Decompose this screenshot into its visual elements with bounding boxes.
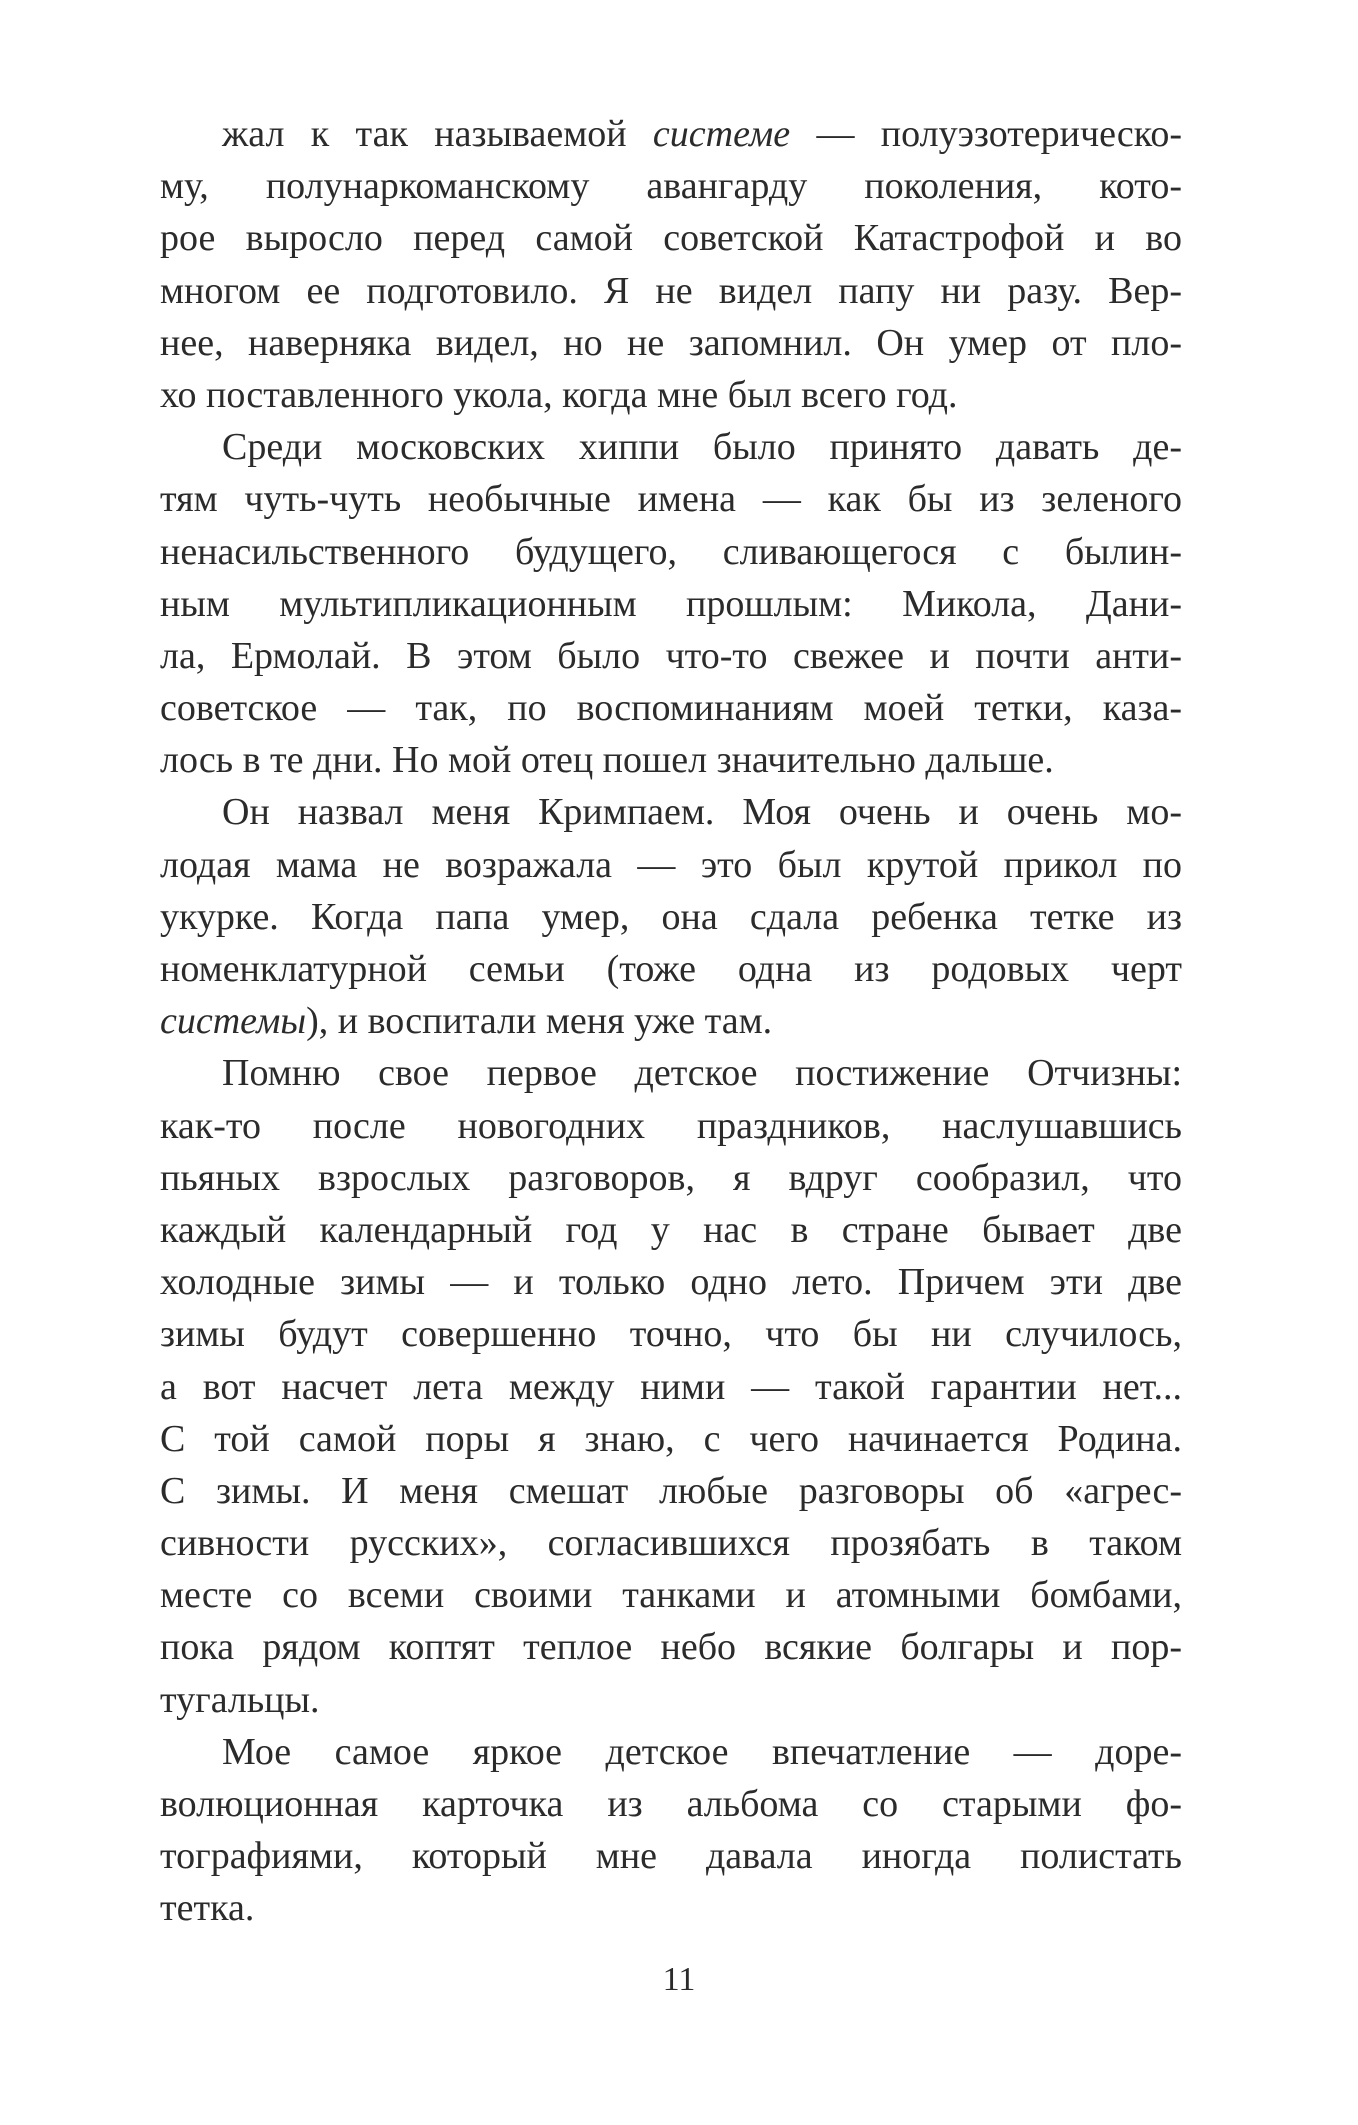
text-line bbox=[160, 943, 1182, 995]
text-run: ным мультипликационным прошлым: Микола, Дани- bbox=[160, 582, 1182, 625]
paragraph bbox=[160, 786, 1182, 1047]
text-line bbox=[160, 1517, 1182, 1569]
text-run: а вот насчет лета между ними — такой гарантии нет... bbox=[160, 1365, 1182, 1408]
text-line bbox=[160, 1152, 1182, 1204]
text-run: нее, наверняка видел, но не запомнил. Он умер от пло- bbox=[160, 321, 1182, 364]
text-line bbox=[160, 1778, 1182, 1830]
text-line bbox=[160, 1465, 1182, 1517]
text-line bbox=[160, 1882, 1182, 1934]
text-line bbox=[160, 473, 1182, 525]
text-line bbox=[160, 1361, 1182, 1413]
text-run: ла, Ермолай. В этом было что-то свежее и почти анти- bbox=[160, 634, 1182, 677]
paragraph bbox=[160, 1047, 1182, 1725]
text-run: каждый календарный год у нас в стране бывает две bbox=[160, 1208, 1182, 1251]
text-run: волюционная карточка из альбома со старыми фо- bbox=[160, 1783, 1182, 1825]
text-line bbox=[160, 526, 1182, 578]
text-line bbox=[160, 1569, 1182, 1621]
text-run: зимы будут совершенно точно, что бы ни случилось, bbox=[160, 1313, 1182, 1356]
text-run: сивности русских», согласившихся прозябать в таком bbox=[160, 1522, 1182, 1565]
italic-text: системе bbox=[652, 113, 791, 155]
text-line bbox=[160, 212, 1182, 264]
text-run: му, полунаркоманскому авангарду поколения, кото- bbox=[160, 165, 1182, 208]
text-line bbox=[160, 265, 1182, 317]
text-line bbox=[160, 1830, 1182, 1882]
text-line bbox=[160, 1308, 1182, 1360]
text-line bbox=[160, 1674, 1182, 1726]
text-line bbox=[160, 682, 1182, 734]
text-line bbox=[160, 995, 1182, 1047]
text-run: хо поставленного укола, когда мне был всего год. bbox=[160, 373, 958, 416]
text-run: Среди московских хиппи было принято давать де- bbox=[222, 426, 1182, 469]
text-run: лось в те дни. Но мой отец пошел значительно дальше. bbox=[160, 739, 1054, 782]
text-line bbox=[160, 1100, 1182, 1152]
text-line bbox=[160, 1256, 1182, 1308]
page-body-text bbox=[160, 108, 1182, 1935]
text-run: советское — так, по воспоминаниям моей тетки, каза- bbox=[160, 687, 1182, 730]
text-line bbox=[160, 369, 1182, 421]
text-line bbox=[160, 1726, 1182, 1778]
text-run: номенклатурной семьи (тоже одна из родовых черт bbox=[160, 948, 1182, 990]
paragraph bbox=[160, 108, 1182, 421]
text-line bbox=[160, 1621, 1182, 1673]
text-run: тям чуть-чуть необычные имена — как бы из зеленого bbox=[160, 478, 1182, 521]
text-run: тографиями, который мне давала иногда полистать bbox=[160, 1835, 1182, 1878]
text-run: пьяных взрослых разговоров, я вдруг сообразил, что bbox=[160, 1156, 1182, 1199]
text-line bbox=[160, 160, 1182, 212]
text-run: ненасильственного будущего, сливающегося с былин- bbox=[160, 530, 1182, 573]
text-run: Он назвал меня Кримпаем. Моя очень и очень мо- bbox=[222, 791, 1182, 834]
text-line bbox=[160, 108, 1182, 160]
text-line bbox=[160, 578, 1182, 630]
italic-text: системы bbox=[160, 1000, 307, 1043]
paragraph bbox=[160, 421, 1182, 786]
text-run: многом ее подготовило. Я не видел папу ни разу. Вер- bbox=[160, 269, 1182, 312]
text-line bbox=[160, 421, 1182, 473]
text-run: как-то после новогодних праздников, наслушавшись bbox=[160, 1104, 1182, 1147]
text-run: лодая мама не возражала — это был крутой прикол по bbox=[160, 843, 1182, 886]
text-run: укурке. Когда папа умер, она сдала ребенка тетке из bbox=[160, 895, 1182, 938]
text-line bbox=[160, 839, 1182, 891]
text-run: ), и воспитали меня уже там. bbox=[306, 1000, 773, 1043]
text-run: С зимы. И меня смешат любые разговоры об «агрес- bbox=[160, 1469, 1182, 1512]
text-line bbox=[160, 1413, 1182, 1465]
text-run: Помню свое первое детское постижение Отчизны: bbox=[222, 1052, 1182, 1095]
text-run: С той самой поры я знаю, с чего начинается Родина. bbox=[160, 1417, 1182, 1460]
text-run: рое выросло перед самой советской Катастрофой и во bbox=[160, 217, 1182, 260]
text-run: холодные зимы — и только одно лето. Причем эти две bbox=[160, 1261, 1182, 1304]
text-run: Мое самое яркое детское впечатление — доре- bbox=[222, 1730, 1182, 1773]
text-run: тетка. bbox=[160, 1887, 255, 1930]
text-run: пока рядом коптят теплое небо всякие болгары и пор- bbox=[160, 1626, 1182, 1669]
page-number: 11 bbox=[662, 1961, 696, 1998]
text-run: — полуэзотерическо- bbox=[790, 113, 1182, 155]
text-line bbox=[160, 734, 1182, 786]
text-run: месте со всеми своими танками и атомными бомбами, bbox=[160, 1574, 1182, 1617]
text-run: жал к так называемой bbox=[222, 113, 653, 155]
text-line bbox=[160, 630, 1182, 682]
text-line bbox=[160, 1204, 1182, 1256]
text-line bbox=[160, 1047, 1182, 1099]
text-line bbox=[160, 786, 1182, 838]
text-line bbox=[160, 317, 1182, 369]
text-line bbox=[160, 891, 1182, 943]
paragraph bbox=[160, 1726, 1182, 1935]
text-run: тугальцы. bbox=[160, 1678, 320, 1721]
